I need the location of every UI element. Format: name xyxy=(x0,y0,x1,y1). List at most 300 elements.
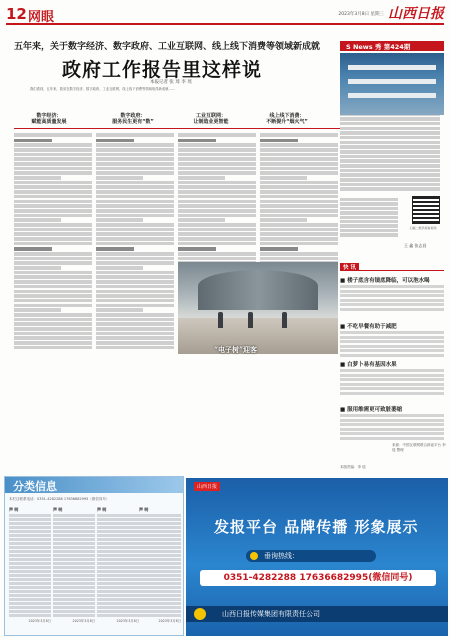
text-line xyxy=(260,214,338,218)
text-line xyxy=(53,614,95,617)
text-line xyxy=(340,207,398,210)
text-line xyxy=(14,290,92,294)
text-line xyxy=(178,252,256,256)
text-line xyxy=(96,214,174,218)
text-line xyxy=(139,526,181,529)
text-line xyxy=(260,176,307,180)
text-line xyxy=(97,526,139,529)
text-line xyxy=(260,204,338,208)
text-line xyxy=(178,232,256,236)
text-line xyxy=(14,271,92,275)
text-line xyxy=(178,257,256,261)
article-byline: 本报记者 张 琦 李 瑶 xyxy=(150,80,192,85)
text-line xyxy=(9,606,51,609)
text-line xyxy=(96,322,174,326)
text-line xyxy=(14,228,92,232)
text-line xyxy=(139,594,181,597)
classified-label: 声 明 xyxy=(139,507,149,512)
text-line xyxy=(260,190,338,194)
text-line xyxy=(139,530,181,533)
text-line xyxy=(96,257,174,261)
text-line xyxy=(178,133,256,137)
text-line xyxy=(97,566,139,569)
ad-stamp: 山西日报 xyxy=(194,482,220,491)
news-show-text xyxy=(340,198,398,243)
text-line xyxy=(96,299,174,303)
text-line xyxy=(96,237,174,241)
classified-label: 声 明 xyxy=(97,507,107,512)
text-line xyxy=(9,570,51,573)
text-line xyxy=(178,218,225,222)
speaker-label xyxy=(178,139,216,143)
text-line xyxy=(96,252,174,256)
text-line xyxy=(340,224,398,227)
text-line xyxy=(96,341,174,345)
text-line xyxy=(139,570,181,573)
text-line xyxy=(178,200,256,204)
ad-slogan: 发报平台 品牌传播 形象展示 xyxy=(214,518,419,536)
text-line xyxy=(96,176,143,180)
text-line xyxy=(178,190,256,194)
news-show-title: S News 秀 第424期 xyxy=(346,43,411,51)
text-line xyxy=(14,341,92,345)
text-line xyxy=(340,340,444,343)
exhibition-photo xyxy=(178,262,338,354)
text-line xyxy=(9,534,51,537)
photo-stripe xyxy=(348,79,436,84)
speaker-label xyxy=(178,247,216,251)
text-line xyxy=(96,200,174,204)
text-line xyxy=(53,574,95,577)
text-line xyxy=(14,299,92,303)
text-line xyxy=(14,322,92,326)
article-subhead: 五年来，关于数字经济、数字政府、工业互联网、线上线下消费等领域新成就 xyxy=(14,42,321,52)
text-line xyxy=(97,538,139,541)
text-line xyxy=(96,157,174,161)
text-line xyxy=(53,530,95,533)
text-line xyxy=(9,518,51,521)
text-line xyxy=(96,313,174,317)
text-line xyxy=(139,586,181,589)
photo-caption: “电子树”迎客 xyxy=(214,345,258,354)
classified-date: 2023年3月8日 xyxy=(72,619,95,623)
page-number: 12 xyxy=(6,5,27,23)
text-line xyxy=(96,304,174,308)
text-line xyxy=(340,378,444,381)
classified-phone: 本栏目联系电话：0351-4282288 17636682995（微信同号） xyxy=(9,497,110,501)
text-line xyxy=(9,578,51,581)
text-line xyxy=(53,522,95,525)
text-line xyxy=(139,518,181,521)
text-line xyxy=(340,198,398,201)
text-line xyxy=(96,171,174,175)
company-logo-icon xyxy=(194,608,206,620)
text-line xyxy=(260,195,338,199)
text-line xyxy=(97,554,139,557)
text-line xyxy=(97,514,139,517)
text-line xyxy=(97,542,139,545)
photo-floor xyxy=(178,318,338,354)
text-line xyxy=(178,237,256,241)
text-line xyxy=(340,387,444,390)
text-line xyxy=(14,266,61,270)
text-line xyxy=(9,574,51,577)
text-line xyxy=(178,162,256,166)
news-show-header xyxy=(340,41,444,51)
text-line xyxy=(97,534,139,537)
text-line xyxy=(14,167,92,171)
brief-item xyxy=(340,322,444,357)
text-line xyxy=(260,228,338,232)
text-line xyxy=(96,242,174,246)
text-line xyxy=(14,176,61,180)
text-line xyxy=(178,181,256,185)
text-line xyxy=(97,558,139,561)
text-line xyxy=(96,261,174,265)
text-line xyxy=(96,290,174,294)
text-line xyxy=(340,299,444,302)
text-line xyxy=(14,185,92,189)
classified-column xyxy=(9,505,51,633)
text-line xyxy=(9,530,51,533)
masthead-logo: 山西日报 xyxy=(388,6,444,22)
text-line xyxy=(260,209,338,213)
classified-label: 声 明 xyxy=(9,507,19,512)
photo-person xyxy=(248,312,253,328)
text-line xyxy=(97,594,139,597)
text-line xyxy=(97,610,139,613)
text-line xyxy=(53,538,95,541)
text-line xyxy=(14,223,92,227)
text-line xyxy=(260,185,338,189)
photo-building xyxy=(198,270,318,310)
text-line xyxy=(139,550,181,553)
text-line xyxy=(14,332,92,336)
speaker-label xyxy=(260,139,298,143)
text-line xyxy=(53,594,95,597)
article-intro: 我们看到，五年来，我省在数字经济、数字政府、工业互联网、线上线下消费等领域取得新成就…… xyxy=(30,87,176,91)
text-line xyxy=(53,598,95,601)
text-line xyxy=(139,522,181,525)
text-line xyxy=(14,133,92,137)
page-editor: 本版责编：李 瑶 xyxy=(340,465,366,469)
text-line xyxy=(14,308,61,312)
text-line xyxy=(9,550,51,553)
text-line xyxy=(340,294,444,297)
text-line xyxy=(139,610,181,613)
text-line xyxy=(96,228,174,232)
text-line xyxy=(9,562,51,565)
text-line xyxy=(139,574,181,577)
text-line xyxy=(96,218,143,222)
text-line xyxy=(340,392,444,395)
text-line xyxy=(9,538,51,541)
text-line xyxy=(14,346,92,350)
text-line xyxy=(96,190,174,194)
text-line xyxy=(260,237,338,241)
text-line xyxy=(340,423,444,426)
page-header xyxy=(6,3,444,25)
text-line xyxy=(97,530,139,533)
text-line xyxy=(9,566,51,569)
text-line xyxy=(260,252,338,256)
text-line xyxy=(96,143,174,147)
text-line xyxy=(260,171,338,175)
text-line xyxy=(14,318,92,322)
text-line xyxy=(96,271,174,275)
news-show-editor: 王 鑫 张志昌 xyxy=(404,243,427,248)
text-line xyxy=(53,602,95,605)
news-show-photo xyxy=(340,53,444,115)
text-line xyxy=(139,614,181,617)
text-line xyxy=(9,586,51,589)
text-line xyxy=(139,554,181,557)
text-line xyxy=(14,171,92,175)
section-name: 网眼 xyxy=(28,10,55,25)
text-line xyxy=(96,294,174,298)
text-line xyxy=(139,606,181,609)
text-line xyxy=(139,514,181,517)
text-line xyxy=(9,614,51,617)
text-line xyxy=(97,602,139,605)
classified-title: 分类信息 xyxy=(13,480,57,493)
classified-column xyxy=(139,505,181,633)
qr-code-icon[interactable] xyxy=(412,196,440,224)
text-line xyxy=(9,590,51,593)
text-line xyxy=(340,419,444,422)
text-line xyxy=(53,570,95,573)
text-line xyxy=(53,610,95,613)
text-line xyxy=(97,546,139,549)
article-headline: 政府工作报告里这样说 xyxy=(62,59,263,81)
classified-column xyxy=(53,505,95,633)
photo-stripe xyxy=(348,93,436,98)
text-line xyxy=(14,181,92,185)
text-line xyxy=(260,223,338,227)
classified-date: 2023年3月8日 xyxy=(28,619,51,623)
text-line xyxy=(96,133,174,137)
text-line xyxy=(260,257,338,261)
brief-title: ■ 服用维需更可致脏萎缩 xyxy=(340,407,403,413)
text-line xyxy=(96,204,174,208)
text-line xyxy=(53,542,95,545)
text-line xyxy=(14,162,92,166)
text-line xyxy=(340,216,398,219)
text-line xyxy=(14,242,92,246)
text-line xyxy=(9,522,51,525)
text-line xyxy=(96,167,174,171)
text-line xyxy=(340,369,444,372)
text-line xyxy=(96,336,174,340)
text-line xyxy=(9,582,51,585)
text-line xyxy=(178,209,256,213)
text-line xyxy=(53,514,95,517)
text-line xyxy=(178,195,256,199)
text-line xyxy=(14,275,92,279)
text-line xyxy=(139,542,181,545)
text-line xyxy=(53,526,95,529)
text-line xyxy=(96,332,174,336)
text-line xyxy=(14,261,92,265)
text-line xyxy=(340,233,398,236)
text-line xyxy=(53,518,95,521)
text-line xyxy=(178,167,256,171)
text-line xyxy=(340,211,398,214)
text-line xyxy=(340,220,398,223)
classified-date: 2023年3月8日 xyxy=(116,619,139,623)
text-line xyxy=(97,522,139,525)
text-line xyxy=(178,242,256,246)
ad-hotline-label: 垂询热线： xyxy=(264,552,299,560)
topic-digital-economy: 数字经济： 赋能高质量发展 xyxy=(31,113,67,125)
text-line xyxy=(14,237,92,241)
text-line xyxy=(9,558,51,561)
briefs-source: 来源：中国互联网联合辟谣平台 李 瑶 整理 xyxy=(392,443,446,452)
text-line xyxy=(96,327,174,331)
text-line xyxy=(14,327,92,331)
text-line xyxy=(340,303,444,306)
text-line xyxy=(53,558,95,561)
brief-item xyxy=(340,360,444,395)
speaker-label xyxy=(96,247,134,251)
text-line xyxy=(178,171,256,175)
text-line xyxy=(97,598,139,601)
text-line xyxy=(139,538,181,541)
text-line xyxy=(260,162,338,166)
text-line xyxy=(139,534,181,537)
brief-item xyxy=(340,405,444,440)
text-line xyxy=(9,542,51,545)
text-line xyxy=(260,153,338,157)
speaker-label xyxy=(260,247,298,251)
ad-company-name: 山西日报传媒集团有限责任公司 xyxy=(222,610,320,618)
text-line xyxy=(97,614,139,617)
text-line xyxy=(14,143,92,147)
text-line xyxy=(96,266,143,270)
briefs-label: 快 讯 xyxy=(340,263,359,271)
qr-caption: 扫描二维码观看视频 xyxy=(409,226,437,230)
brief-title: ■ 楼子底含有镜底降临，可以泡水喝 xyxy=(340,278,430,284)
text-line xyxy=(97,574,139,577)
text-line xyxy=(96,209,174,213)
text-line xyxy=(260,200,338,204)
text-line xyxy=(340,374,444,377)
text-line xyxy=(139,582,181,585)
text-line xyxy=(178,176,225,180)
text-line xyxy=(139,558,181,561)
phone-icon xyxy=(250,552,258,560)
text-line xyxy=(14,200,92,204)
text-line xyxy=(97,590,139,593)
text-line xyxy=(96,195,174,199)
text-line xyxy=(9,594,51,597)
text-line xyxy=(53,550,95,553)
text-line xyxy=(340,290,444,293)
text-line xyxy=(96,185,174,189)
text-line xyxy=(14,209,92,213)
text-line xyxy=(14,336,92,340)
text-line xyxy=(139,602,181,605)
text-line xyxy=(9,526,51,529)
classified-label: 声 明 xyxy=(53,507,63,512)
text-line xyxy=(97,586,139,589)
text-line xyxy=(14,218,61,222)
text-line xyxy=(340,308,444,311)
text-line xyxy=(96,153,174,157)
text-line xyxy=(340,383,444,386)
text-line xyxy=(340,202,398,205)
speaker-label xyxy=(14,247,52,251)
text-line xyxy=(340,285,444,288)
text-line xyxy=(96,181,174,185)
text-line xyxy=(178,148,256,152)
text-line xyxy=(97,518,139,521)
text-line xyxy=(260,218,307,222)
text-line xyxy=(340,331,444,334)
text-line xyxy=(178,204,256,208)
text-line xyxy=(340,336,444,339)
photo-person xyxy=(282,312,287,328)
text-line xyxy=(340,345,444,348)
text-line xyxy=(14,190,92,194)
text-line xyxy=(260,143,338,147)
text-line xyxy=(14,204,92,208)
text-line xyxy=(260,157,338,161)
photo-person xyxy=(218,312,223,328)
text-line xyxy=(96,346,174,350)
text-line xyxy=(14,304,92,308)
text-line xyxy=(340,414,444,417)
publishing-ad[interactable] xyxy=(186,478,448,636)
text-line xyxy=(53,546,95,549)
brief-item xyxy=(340,276,444,311)
text-line xyxy=(96,223,174,227)
text-line xyxy=(96,280,174,284)
text-line xyxy=(178,153,256,157)
text-line xyxy=(178,214,256,218)
text-line xyxy=(53,566,95,569)
text-line xyxy=(14,280,92,284)
text-line xyxy=(178,157,256,161)
text-line xyxy=(14,252,92,256)
article-column-1 xyxy=(14,133,92,351)
text-line xyxy=(97,550,139,553)
text-line xyxy=(9,602,51,605)
text-line xyxy=(139,590,181,593)
photo-stripe xyxy=(348,65,436,70)
text-line xyxy=(96,308,143,312)
text-line xyxy=(260,148,338,152)
classified-column xyxy=(97,505,139,633)
text-line xyxy=(260,167,338,171)
classified-date: 2023年3月8日 xyxy=(158,619,181,623)
text-line xyxy=(260,133,338,137)
text-line xyxy=(96,232,174,236)
text-line xyxy=(53,562,95,565)
text-line xyxy=(53,554,95,557)
classified-header xyxy=(5,477,183,493)
text-line xyxy=(139,562,181,565)
text-line xyxy=(14,294,92,298)
text-line xyxy=(53,582,95,585)
text-line xyxy=(97,562,139,565)
text-line xyxy=(53,534,95,537)
text-line xyxy=(139,566,181,569)
text-line xyxy=(96,162,174,166)
text-line xyxy=(96,275,174,279)
text-line xyxy=(9,554,51,557)
text-line xyxy=(178,143,256,147)
